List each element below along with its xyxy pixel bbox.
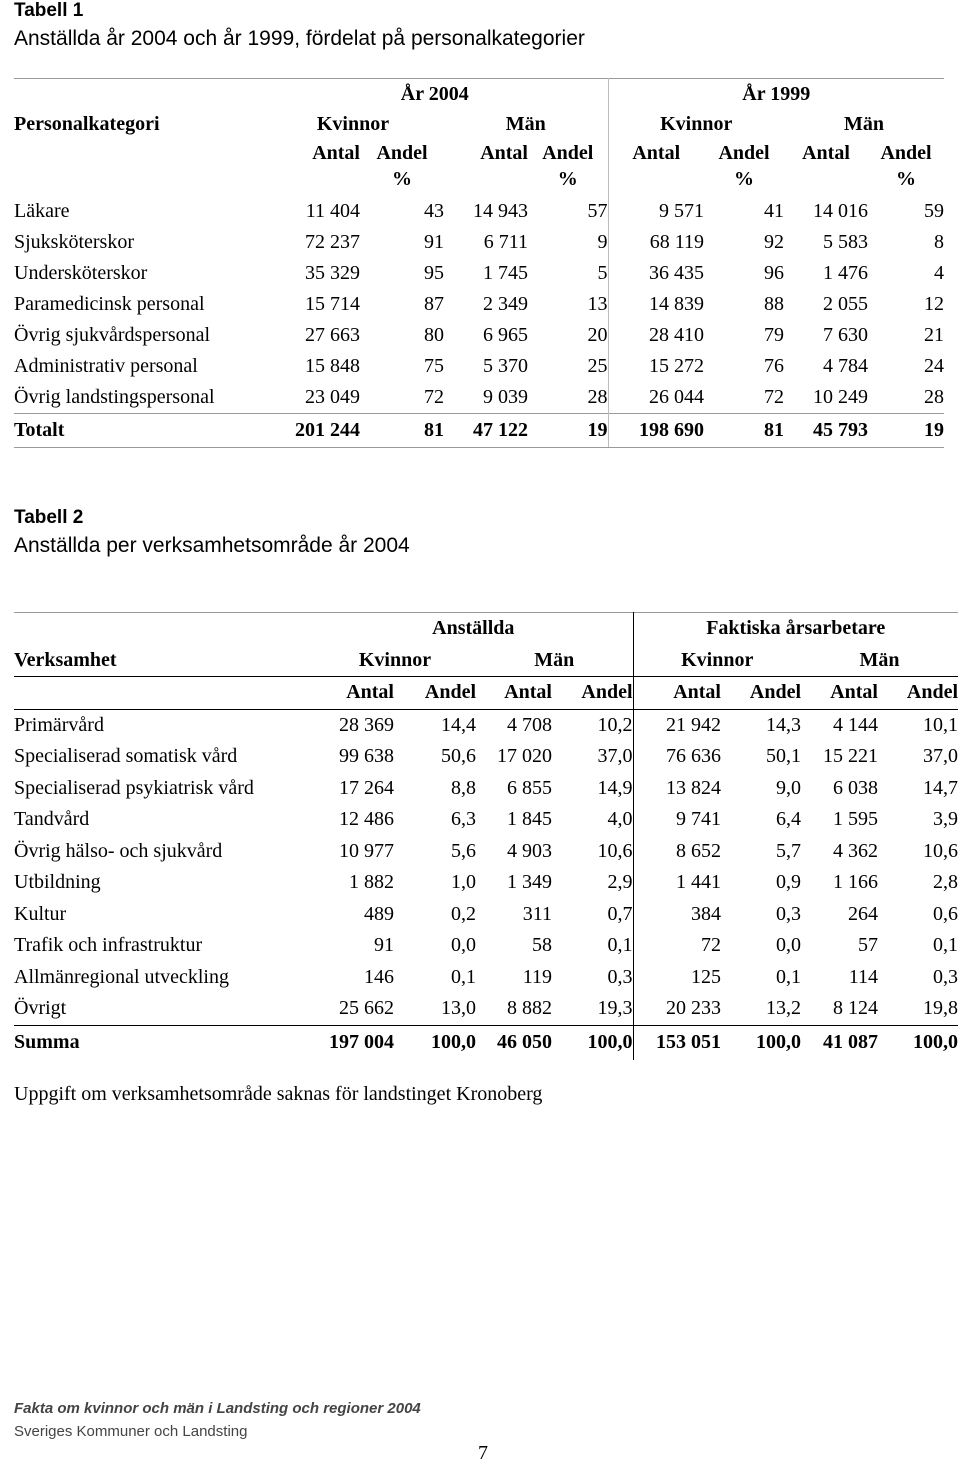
cell: 0,2 — [451, 902, 476, 925]
cell: 9 741 — [633, 804, 721, 836]
cell: 47 122 — [444, 414, 528, 448]
cell: 43 — [424, 200, 444, 222]
table-row — [14, 709, 958, 741]
row-label: Utbildning — [14, 871, 101, 894]
cell: 91 — [374, 934, 394, 957]
cell: 0,0 — [776, 934, 801, 957]
cell: 8,8 — [451, 776, 476, 799]
cell: 1 882 — [349, 871, 394, 894]
table1-subheader-row — [14, 140, 944, 196]
cell: 14,7 — [923, 776, 958, 799]
cell: 50,1 — [766, 745, 801, 768]
cell: 99 638 — [339, 745, 394, 768]
cell: 41 087 — [801, 1025, 878, 1060]
row-label: Sjuksköterskor — [14, 231, 134, 253]
cell: 9,0 — [776, 776, 801, 799]
cell: 15 272 — [608, 351, 704, 382]
table-row — [14, 227, 944, 258]
table-row — [14, 836, 958, 868]
cell: 88 — [764, 293, 784, 315]
cell: 81 — [360, 414, 444, 448]
cell: 13 — [587, 293, 608, 315]
cell: 17 020 — [497, 745, 552, 768]
table1-row-header: Personalkategori — [14, 113, 160, 135]
cell: 0,6 — [933, 902, 958, 925]
table1-number: Tabell 1 — [14, 0, 84, 21]
cell: 72 — [633, 930, 721, 962]
cell: 95 — [424, 262, 444, 284]
row-label: Trafik och infrastruktur — [14, 934, 203, 957]
cell: 8 652 — [633, 836, 721, 868]
cell: 19 — [528, 414, 608, 448]
cell: 14 839 — [608, 289, 704, 320]
cell: 1 441 — [633, 867, 721, 899]
cell: 0,1 — [451, 965, 476, 988]
publication-title: Fakta om kvinnor och män i Landsting och regioner 2004 — [14, 1400, 421, 1417]
cell: 0,3 — [607, 965, 633, 988]
cell: 100,0 — [394, 1025, 476, 1060]
cell: 45 793 — [784, 414, 868, 448]
cell: 146 — [364, 965, 394, 988]
table-row — [14, 867, 958, 899]
cell: 197 004 — [314, 1025, 394, 1060]
cell: 8 124 — [833, 997, 878, 1020]
row-label: Undersköterskor — [14, 262, 148, 284]
table2-col-andel: Andel — [721, 677, 801, 710]
cell: 76 636 — [633, 741, 721, 773]
cell: 81 — [704, 414, 784, 448]
cell: 4,0 — [607, 808, 633, 831]
cell: 4 144 — [833, 713, 878, 736]
cell: 201 244 — [262, 414, 360, 448]
cell: 6 855 — [507, 776, 552, 799]
table2-col-antal: Antal — [633, 677, 721, 710]
page-number: 7 — [478, 1442, 488, 1464]
cell: 5,7 — [776, 839, 801, 862]
cell: 4 708 — [507, 713, 552, 736]
cell: 6 965 — [483, 324, 528, 346]
cell: 9 039 — [483, 386, 528, 408]
table2-b-women: Kvinnor — [633, 645, 801, 677]
table-row — [14, 773, 958, 805]
row-label: Summa — [14, 1025, 314, 1060]
table2-col-andel: Andel — [552, 677, 633, 710]
cell: 198 690 — [608, 414, 704, 448]
cell: 57 — [858, 934, 878, 957]
cell: 72 — [764, 386, 784, 408]
cell: 14 016 — [813, 200, 868, 222]
cell: 5 — [597, 262, 608, 284]
table-row — [14, 196, 944, 227]
cell: 5 583 — [823, 231, 868, 253]
table-row — [14, 289, 944, 320]
cell: 0,3 — [933, 965, 958, 988]
cell: 26 044 — [608, 382, 704, 414]
cell: 6 711 — [483, 231, 528, 253]
cell: 13,2 — [766, 997, 801, 1020]
row-label: Administrativ personal — [14, 355, 198, 377]
cell: 57 — [587, 200, 608, 222]
table1-col-antal: Antal — [480, 142, 528, 164]
row-label: Övrig sjukvårdspersonal — [14, 324, 211, 346]
table1-2004-men: Män — [505, 113, 546, 135]
cell: 72 — [424, 386, 444, 408]
cell: 10 249 — [813, 386, 868, 408]
table1 — [14, 78, 944, 448]
cell: 0,1 — [776, 965, 801, 988]
row-label: Primärvård — [14, 713, 104, 736]
table-row — [14, 993, 958, 1025]
cell: 100,0 — [721, 1025, 801, 1060]
cell: 91 — [424, 231, 444, 253]
table2-title: Anställda per verksamhetsområde år 2004 — [14, 534, 410, 557]
cell: 12 — [924, 293, 944, 315]
table-row — [14, 804, 958, 836]
cell: 125 — [633, 962, 721, 994]
cell: 92 — [764, 231, 784, 253]
cell: 119 — [522, 965, 552, 988]
table-row — [14, 741, 958, 773]
table1-caption — [14, 0, 585, 52]
cell: 20 233 — [633, 993, 721, 1025]
publisher-name: Sveriges Kommuner och Landsting — [14, 1423, 248, 1440]
cell: 100,0 — [552, 1025, 633, 1060]
cell: 15 714 — [305, 293, 360, 315]
cell: 25 662 — [339, 997, 394, 1020]
cell: 1 166 — [833, 871, 878, 894]
table1-year-2004: År 2004 — [400, 82, 469, 105]
cell: 41 — [764, 200, 784, 222]
cell: 24 — [924, 355, 944, 377]
cell: 1 595 — [833, 808, 878, 831]
row-label: Övrig hälso- och sjukvård — [14, 839, 223, 862]
cell: 10,2 — [597, 713, 633, 736]
table1-col-antal: Antal — [312, 142, 360, 164]
table1-year-row — [14, 79, 944, 110]
table1-col-andel: Andel % — [542, 142, 594, 190]
row-label: Allmänregional utveckling — [14, 965, 229, 988]
table1-body — [14, 196, 944, 414]
table2-col-antal: Antal — [314, 677, 394, 710]
cell: 11 404 — [305, 200, 360, 222]
cell: 1 349 — [507, 871, 552, 894]
cell: 10 977 — [339, 839, 394, 862]
table2-subheader-row — [14, 677, 958, 710]
cell: 37,0 — [923, 745, 958, 768]
table1-2004-women: Kvinnor — [316, 113, 390, 135]
cell: 59 — [924, 200, 944, 222]
cell: 4 362 — [833, 839, 878, 862]
cell: 72 237 — [305, 231, 360, 253]
table-row — [14, 351, 944, 382]
cell: 13 824 — [633, 773, 721, 805]
table2-a-women: Kvinnor — [314, 645, 476, 677]
cell: 35 329 — [305, 262, 360, 284]
table2-group-row — [14, 613, 958, 645]
cell: 10,6 — [923, 839, 958, 862]
cell: 1,0 — [451, 871, 476, 894]
cell: 15 848 — [305, 355, 360, 377]
row-label: Övrigt — [14, 997, 67, 1020]
cell: 15 221 — [823, 745, 878, 768]
cell: 0,1 — [933, 934, 958, 957]
cell: 12 486 — [339, 808, 394, 831]
table1-col-andel: Andel % — [718, 142, 770, 190]
cell: 0,7 — [607, 902, 633, 925]
row-label: Paramedicinsk personal — [14, 293, 205, 315]
table-row — [14, 258, 944, 289]
cell: 8 882 — [507, 997, 552, 1020]
cell: 23 049 — [305, 386, 360, 408]
cell: 2 055 — [823, 293, 868, 315]
cell: 4 903 — [507, 839, 552, 862]
cell: 14,3 — [766, 713, 801, 736]
cell: 10,6 — [597, 839, 633, 862]
cell: 264 — [848, 902, 878, 925]
table2-note: Uppgift om verksamhetsområde saknas för landstinget Kronoberg — [14, 1083, 543, 1105]
cell: 6 038 — [833, 776, 878, 799]
table2-col-antal: Antal — [476, 677, 552, 710]
cell: 1 845 — [507, 808, 552, 831]
cell: 489 — [364, 902, 394, 925]
table-row — [14, 382, 944, 414]
cell: 58 — [532, 934, 552, 957]
cell: 5 370 — [483, 355, 528, 377]
cell: 2,8 — [933, 871, 958, 894]
cell: 114 — [848, 965, 878, 988]
cell: 0,9 — [776, 871, 801, 894]
table1-col-antal: Antal — [802, 142, 850, 164]
table2-gender-row — [14, 645, 958, 677]
table2-col-andel: Andel — [394, 677, 476, 710]
table2-a-men: Män — [476, 645, 633, 677]
cell: 2,9 — [607, 871, 633, 894]
cell: 87 — [424, 293, 444, 315]
cell: 96 — [764, 262, 784, 284]
cell: 5,6 — [451, 839, 476, 862]
cell: 9 — [597, 231, 608, 253]
table2-group-arsarbetare: Faktiska årsarbetare — [633, 613, 958, 645]
cell: 37,0 — [597, 745, 633, 768]
cell: 14 943 — [473, 200, 528, 222]
cell: 27 663 — [305, 324, 360, 346]
cell: 21 — [924, 324, 944, 346]
cell: 19 — [868, 414, 944, 448]
cell: 4 784 — [823, 355, 868, 377]
table1-1999-men: Män — [844, 113, 884, 135]
table2-row-header: Verksamhet — [14, 645, 314, 677]
cell: 1 476 — [823, 262, 868, 284]
cell: 50,6 — [441, 745, 476, 768]
cell: 1 745 — [483, 262, 528, 284]
cell: 79 — [764, 324, 784, 346]
cell: 311 — [522, 902, 552, 925]
table1-year-1999: År 1999 — [608, 79, 944, 110]
cell: 4 — [934, 262, 944, 284]
cell: 0,0 — [451, 934, 476, 957]
cell: 384 — [633, 899, 721, 931]
cell: 14,9 — [597, 776, 633, 799]
table1-col-antal: Antal — [608, 140, 704, 196]
table-row — [14, 320, 944, 351]
cell: 68 119 — [608, 227, 704, 258]
row-label: Läkare — [14, 200, 70, 222]
cell: 17 264 — [339, 776, 394, 799]
cell: 6,4 — [776, 808, 801, 831]
table2-b-men: Män — [801, 645, 958, 677]
cell: 153 051 — [633, 1025, 721, 1060]
table2-number: Tabell 2 — [14, 507, 84, 528]
cell: 7 630 — [823, 324, 868, 346]
row-label: Övrig landstingspersonal — [14, 386, 215, 408]
cell: 21 942 — [633, 709, 721, 741]
row-label: Tandvård — [14, 808, 90, 831]
table1-col-andel: Andel % — [376, 142, 428, 190]
cell: 19,3 — [597, 997, 633, 1020]
cell: 6,3 — [451, 808, 476, 831]
cell: 0,1 — [607, 934, 633, 957]
table2-group-anstallda: Anställda — [432, 617, 515, 640]
row-label: Kultur — [14, 902, 67, 925]
cell: 75 — [424, 355, 444, 377]
table2-col-antal: Antal — [801, 677, 878, 710]
cell: 9 571 — [608, 196, 704, 227]
row-label: Specialiserad psykiatrisk vård — [14, 776, 254, 799]
cell: 14,4 — [441, 713, 476, 736]
cell: 76 — [764, 355, 784, 377]
table1-gender-row — [14, 109, 944, 140]
table2-caption — [14, 507, 410, 559]
cell: 100,0 — [878, 1025, 958, 1060]
cell: 8 — [934, 231, 944, 253]
table1-col-andel: Andel % — [880, 142, 932, 190]
cell: 20 — [587, 324, 608, 346]
cell: 10,1 — [923, 713, 958, 736]
table1-total-row — [14, 414, 944, 448]
cell: 0,3 — [776, 902, 801, 925]
table1-1999-women: Kvinnor — [608, 109, 784, 140]
table-row — [14, 930, 958, 962]
row-label: Specialiserad somatisk vård — [14, 745, 238, 768]
table-row — [14, 962, 958, 994]
page-footer — [14, 1397, 421, 1443]
cell: 36 435 — [608, 258, 704, 289]
table1-title: Anställda år 2004 och år 1999, fördelat på personalkategorier — [14, 27, 585, 50]
table2-col-andel: Andel — [878, 677, 958, 710]
table2-body — [14, 709, 958, 1025]
cell: 19,8 — [923, 997, 958, 1020]
cell: 3,9 — [933, 808, 958, 831]
cell: 28 — [924, 386, 944, 408]
row-label: Totalt — [14, 414, 262, 448]
cell: 80 — [424, 324, 444, 346]
cell: 25 — [587, 355, 608, 377]
cell: 28 — [587, 386, 608, 408]
cell: 28 369 — [339, 713, 394, 736]
cell: 46 050 — [476, 1025, 552, 1060]
table2-sum-row — [14, 1025, 958, 1060]
cell: 13,0 — [441, 997, 476, 1020]
table2 — [14, 612, 958, 1060]
cell: 2 349 — [483, 293, 528, 315]
table-row — [14, 899, 958, 931]
cell: 28 410 — [608, 320, 704, 351]
